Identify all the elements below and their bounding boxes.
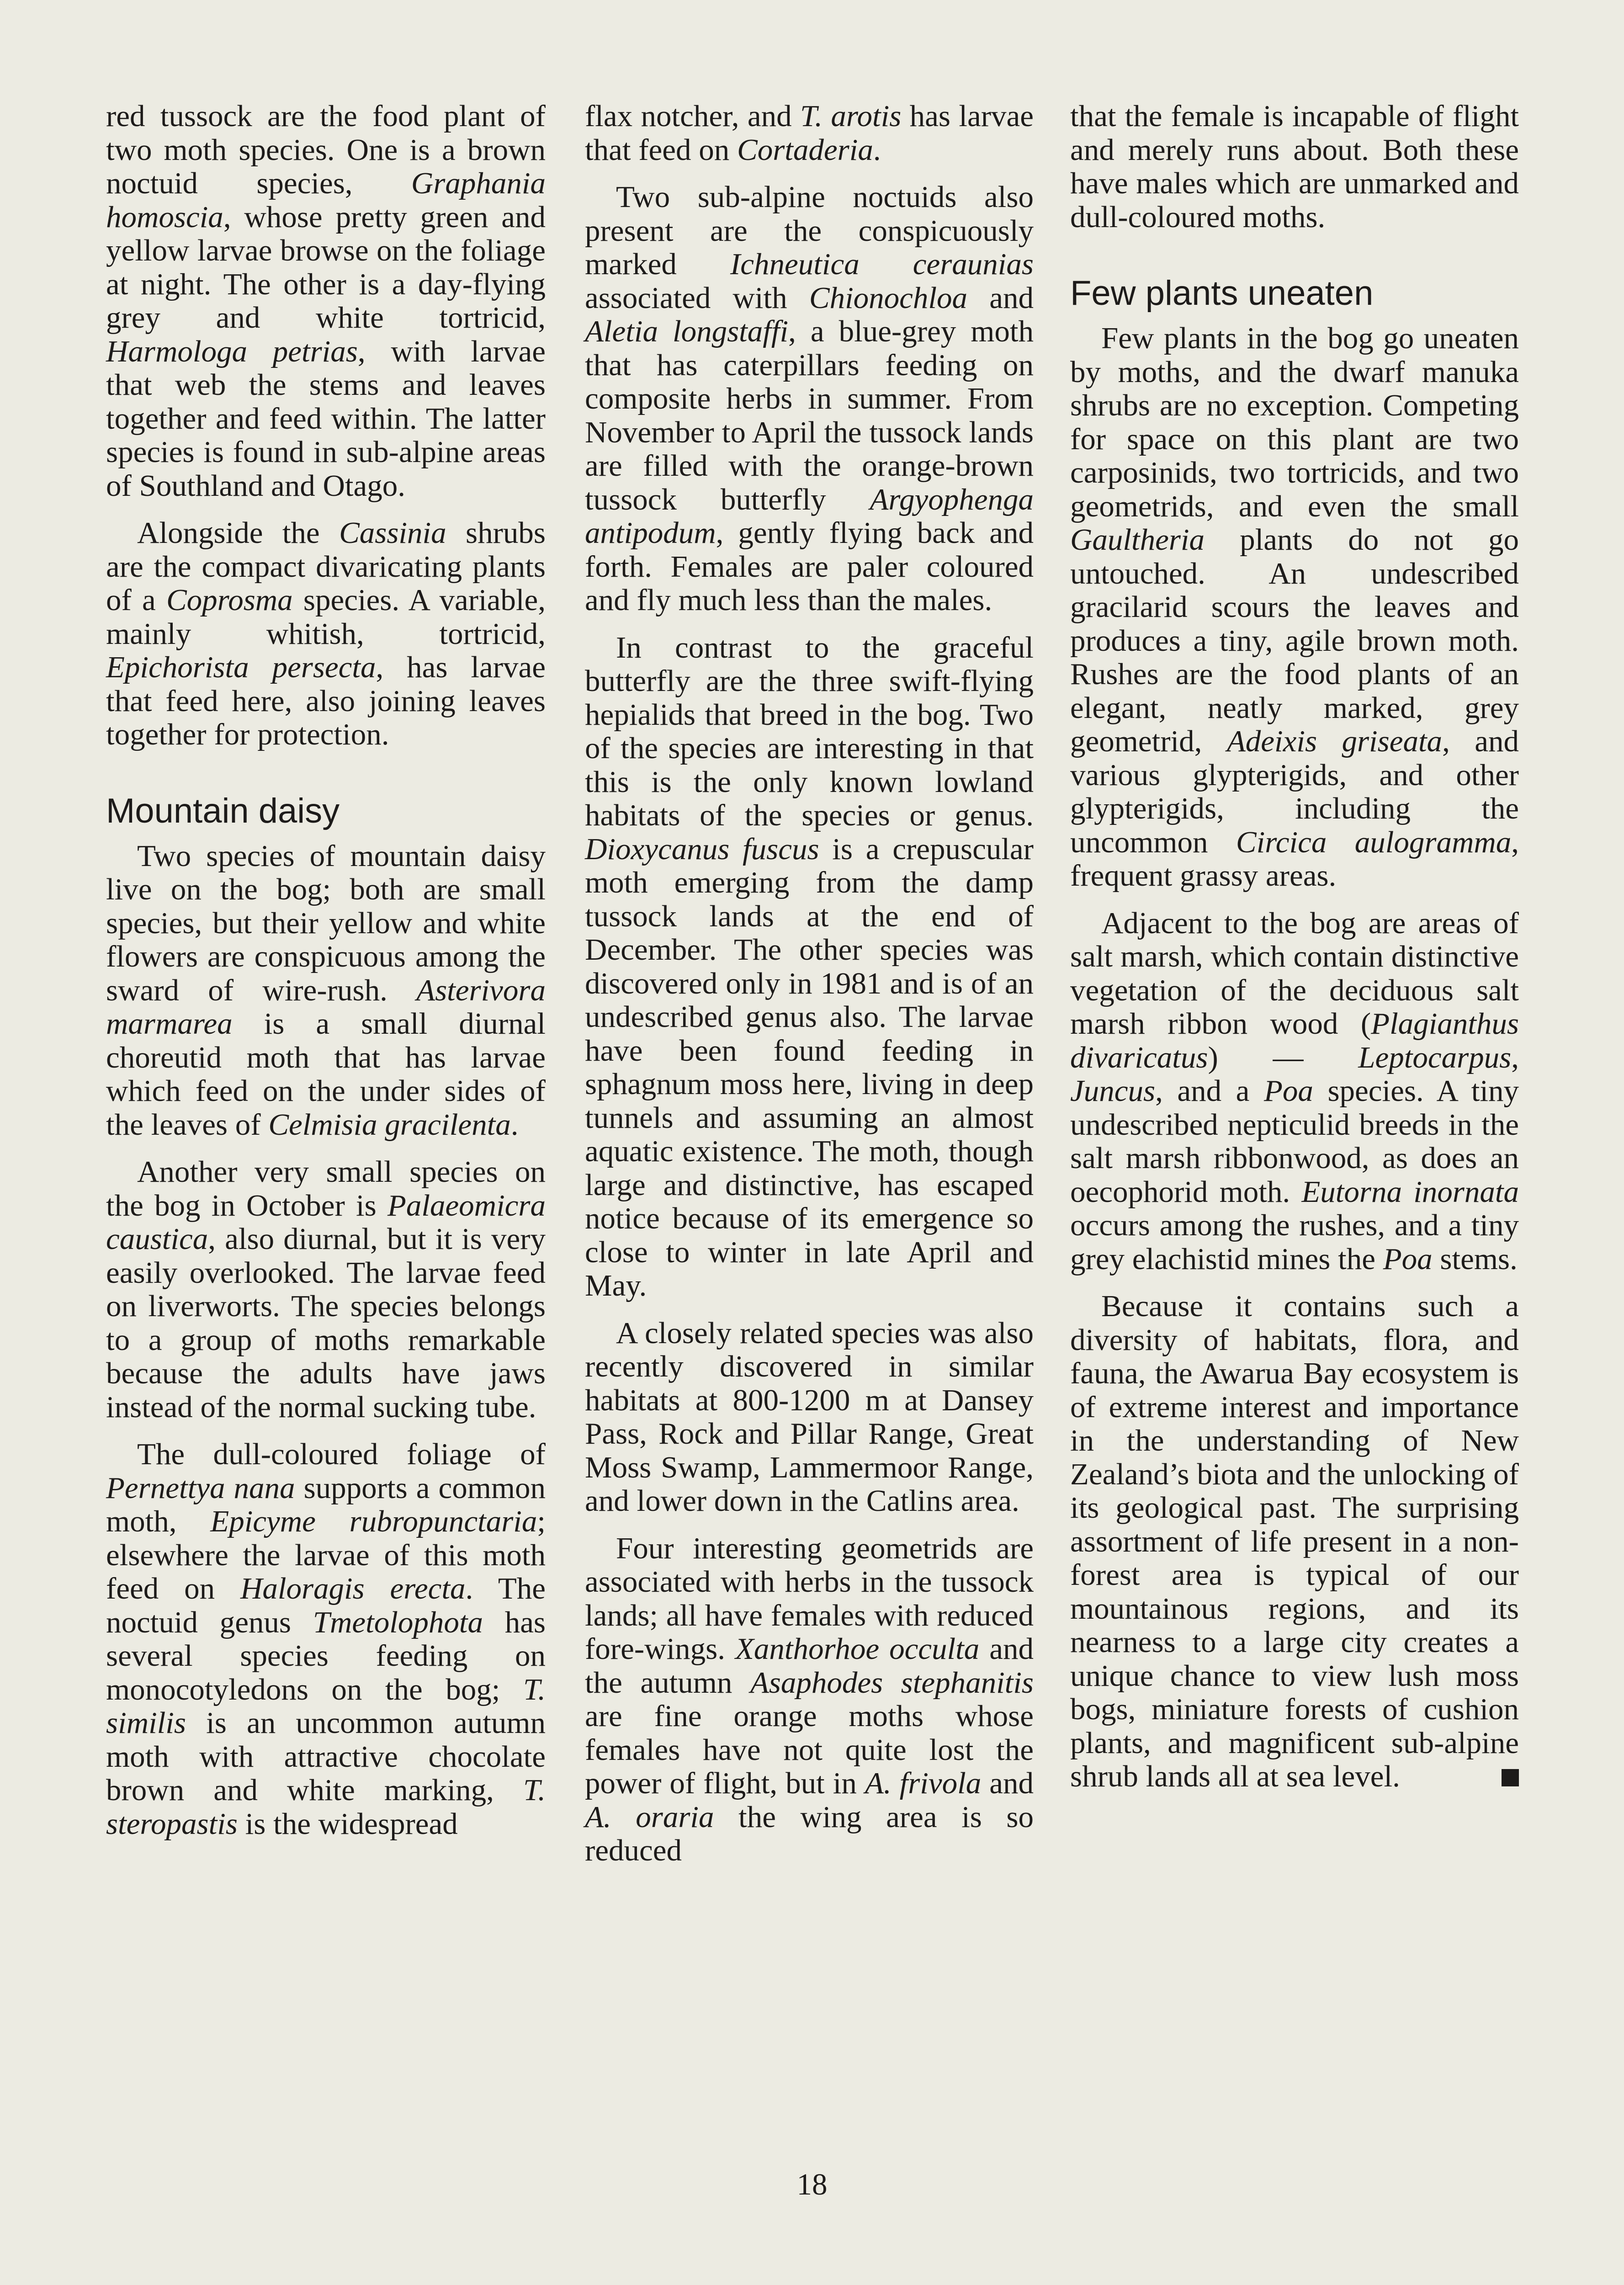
paragraph: Another very small species on the bog in October is Palaeomicra caustica, also diurnal, but it is very easily overlooked. The larvae feed on liverworts. The species belongs to a group of moths remarkable because the adults have jaws instead of the normal sucking tube. xyxy=(106,1155,546,1424)
species-name: Cortaderia xyxy=(737,133,873,167)
paragraph-closing xyxy=(1070,1290,1519,1794)
paragraph: flax notcher, and T. arotis has larvae that feed on Cortaderia. xyxy=(585,99,1034,167)
section-heading-few-plants-uneaten: Few plants uneaten xyxy=(1070,274,1374,313)
species-name: Xanthorhoe occulta xyxy=(735,1632,980,1666)
paragraph: Two sub-alpine noctuids also present are the conspicuously marked Ichneutica ceraunias associated with Chionochloa and Aletia longstaffi, a blue-grey moth that has caterpillars feeding on composite herbs in summer. From November to April the tussock lands are filled with the orange-brown tussock butterfly Argyophenga antipodum, gently flying back and forth. Females are paler coloured and fly much less than the males. xyxy=(585,180,1034,617)
species-name: Aletia longstaffi xyxy=(585,314,789,348)
species-name: Poa xyxy=(1383,1242,1433,1276)
species-name: Pernettya nana xyxy=(106,1471,295,1505)
paragraph: Two species of mountain daisy live on the bog; both are small species, but their yellow and white flowers are conspicuous among the sward of wire-rush. Asterivora marmarea is a small diurnal choreutid moth that has larvae which feed on the under sides of the leaves of Celmisia gracilenta. xyxy=(106,839,546,1142)
species-name: Ichneutica ceraunias xyxy=(730,247,1034,281)
paragraph: Alongside the Cassinia shrubs are the compact divaricating plants of a Coprosma species. A variable, mainly whitish, tortricid, Epichorista persecta, has larvae that feed here, also joining leaves together for protection. xyxy=(106,516,546,751)
paragraph: red tussock are the food plant of two moth species. One is a brown noctuid species, Graphania homoscia, whose pretty green and yellow larvae browse on the foliage at night. The other is a day-flying grey and white tortricid, Harmologa petrias, with larvae that web the stems and leaves together and feed within. The latter species is found in sub-alpine areas of Southland and Otago. xyxy=(106,99,546,503)
species-name: T. arotis xyxy=(800,99,902,133)
species-name: Argyophenga antipodum xyxy=(585,482,1034,550)
text-column-1 xyxy=(106,100,546,1855)
species-name: Haloragis erecta xyxy=(240,1572,466,1605)
species-name: Dioxycanus fuscus xyxy=(585,832,819,866)
paragraph: Few plants in the bog go uneaten by moths, and the dwarf manuka shrubs are no exception. Competing for space on this plant are two carposinids, two tortricids, and two geometrids, and even the small Gaultheria plants do not go untouched. An undescribed gracilarid scours the leaves and produces a tiny, agile brown moth. Rushes are the food plants of an elegant, neatly marked, grey geometrid, Adeixis griseata, and various glypterigids, and other glypterigids, including the uncommon Circica aulogramma, frequent grassy areas. xyxy=(1070,321,1519,893)
page-number: 18 xyxy=(796,2168,828,2201)
species-name: Circica aulogramma xyxy=(1236,825,1512,859)
species-name: Harmologa petrias xyxy=(106,334,358,368)
species-name: Asterivora marmarea xyxy=(106,973,546,1041)
species-name: Cassinia xyxy=(339,516,446,550)
paragraph: A closely related species was also recently discovered in similar habitats at 800-1200 m at Dansey Pass, Rock and Pillar Range, Great Moss Swamp, Lammermoor Range, and lower down in the Catlins area. xyxy=(585,1316,1034,1518)
species-name: Chionochloa xyxy=(809,281,968,315)
species-name: Plagianthus divaricatus xyxy=(1070,1007,1519,1074)
species-name: Palaeomicra caustica xyxy=(106,1188,546,1256)
section-heading-mountain-daisy: Mountain daisy xyxy=(106,791,340,830)
species-name: T. similis xyxy=(106,1672,546,1740)
species-name: Epichorista persecta xyxy=(106,650,376,684)
end-of-article-square-icon xyxy=(1502,1769,1519,1786)
paragraph: Four interesting geometrids are associated with herbs in the tussock lands; all have females with reduced fore-wings. Xanthorhoe occulta and the autumn Asaphodes stephanitis are fine orange moths whose females have not quite lost the power of flight, but in A. frivola and A. oraria the wing area is so reduced xyxy=(585,1531,1034,1867)
text-column-2 xyxy=(585,100,1034,1881)
paragraph-text: Because it contains such a diversity of habitats, flora, and fauna, the Awarua Bay ecosystem is of extreme interest and importance in the understanding of New Zealand’s biota and the unlocking of its geological past. The surprising assortment of life present in a non-forest area is typical of our mountainous regions, and its nearness to a large city creates a unique chance to view lush moss bogs, miniature forests of cushion plants, and magnificent sub-alpine shrub lands all at sea level. xyxy=(1070,1289,1519,1793)
species-name: Eutorna inornata xyxy=(1301,1174,1519,1209)
species-name: T. steropastis xyxy=(106,1773,546,1841)
species-name: Graphania homoscia xyxy=(106,166,546,234)
paragraph: that the female is incapable of flight and merely runs about. Both these have males which are unmarked and dull-coloured moths. xyxy=(1070,99,1519,234)
species-name: Asaphodes stephanitis xyxy=(750,1665,1034,1700)
text-column-3 xyxy=(1070,100,1519,1807)
species-name: Celmisia gracilenta xyxy=(268,1107,511,1142)
species-name: A. oraria xyxy=(585,1800,714,1834)
species-name: Gaultheria xyxy=(1070,523,1205,557)
species-name: Tmetolophota xyxy=(313,1605,483,1639)
species-name: Epicyme rubropunctaria xyxy=(210,1504,537,1538)
paragraph: Adjacent to the bog are areas of salt marsh, which contain distinctive vegetation of the deciduous salt marsh ribbon wood (Plagianthus divaricatus) — Leptocarpus, Juncus, and a Poa species. A tiny undescribed nepticulid breeds in the salt marsh ribbonwood, as does an oecophorid moth. Eutorna inornata occurs among the rushes, and a tiny grey elachistid mines the Poa stems. xyxy=(1070,906,1519,1276)
paragraph: The dull-coloured foliage of Pernettya nana supports a common moth, Epicyme rubropunctaria; elsewhere the larvae of this moth feed on Haloragis erecta. The noctuid genus Tmetolophota has several species feeding on monocotyledons on the bog; T. similis is an uncommon autumn moth with attractive chocolate brown and white marking, T. steropastis is the widespread xyxy=(106,1437,546,1841)
species-name: Poa xyxy=(1263,1074,1313,1108)
species-name: Adeixis griseata xyxy=(1226,724,1443,758)
species-name: Leptocarpus xyxy=(1358,1040,1512,1074)
species-name: Coprosma xyxy=(166,583,293,617)
species-name: A. frivola xyxy=(865,1766,982,1800)
paragraph: In contrast to the graceful butterfly are the three swift-flying hepialids that breed in the bog. Two of the species are interesting in that this is the only known lowland habitats of the species or genus. Dioxycanus fuscus is a crepuscular moth emerging from the damp tussock lands at the end of December. The other species was discovered only in 1981 and is of an undescribed genus also. The larvae have been found feeding in sphagnum moss here, living in deep tunnels and assuming an almost aquatic existence. The moth, though large and distinctive, has escaped notice because of its emergence so close to winter in late April and May. xyxy=(585,630,1034,1302)
species-name: Juncus xyxy=(1070,1074,1156,1108)
